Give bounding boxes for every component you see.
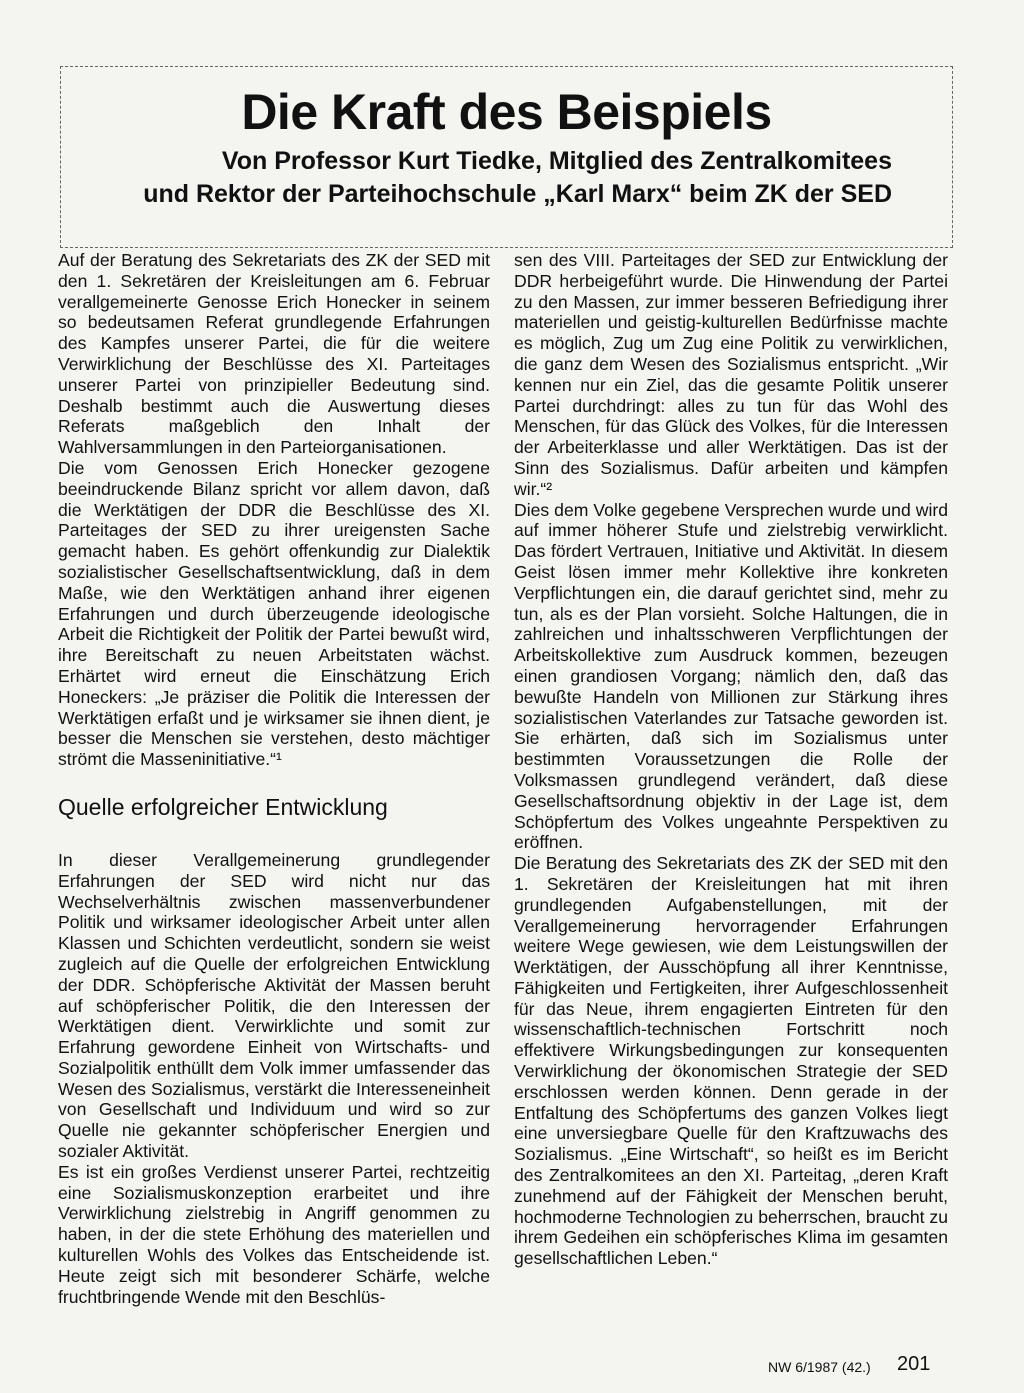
paragraph: Die Beratung des Sekretariats des ZK der SED mit den 1. Sekretären der Kreisleitungen hat mit ihren grundlegenden Aufgabenstellungen, mit der Verallgemeinerung hervorragender Erfahrungen weitere Wege gewiesen, wie dem Leistungswillen der Werktätigen, der Ausschöpfung all ihrer Kenntnisse, Fähigkeiten und Fertigkeiten, ihrer Aufgeschlossenheit für das Neue, ihrem engagierten Eintreten für den wissenschaftlich-technischen Fortschritt noch effektivere Wirkungsbedingungen zur konsequenten Verwirklichung der ökonomischen Strategie der SED erschlossen werden können. Denn gerade in der Entfaltung des Schöpfertums des ganzen Volkes liegt eine unversiegbare Quelle für den Kraftzuwachs des Sozialismus. „Eine Wirtschaft“, so heißt es im Bericht des Zentralkomitees an den XI. Parteitag, „deren Kraft zunehmend auf der Fähigkeit der Menschen beruht, hochmoderne Technologien zu beherrschen, braucht zu ihrem Gedeihen ein schöpferisches Klima im gesamten gesellschaftlichen Leben.“ bbox=[514, 853, 948, 1269]
paragraph: In dieser Verallgemeinerung grundlegender Erfahrungen der SED wird nicht nur das Wechselverhältnis zwischen massenverbundener Politik und wirksamer ideologischer Arbeit unter allen Klassen und Schichten verdeutlicht, sondern sie weist zugleich auf die Quelle der erfolgreichen Entwicklung der DDR. Schöpferische Aktivität der Massen beruht auf schöpferischer Politik, die den Interessen der Werktätigen dient. Verwirklichte und somit zur Erfahrung gewordene Einheit von Wirtschafts- und Sozialpolitik enthüllt dem Volk immer umfassender das Wesen des Sozialismus, verstärkt die Interesseneinheit von Gesellschaft und Individuum und wird so zur Quelle nie gekannter schöpferischer Energien und sozialer Aktivität. bbox=[58, 849, 490, 1162]
left-column bbox=[58, 250, 490, 1307]
issue-reference: NW 6/1987 (42.) bbox=[768, 1359, 871, 1375]
title-box bbox=[60, 66, 953, 248]
paragraph: sen des VIII. Parteitages der SED zur Entwicklung der DDR herbeigeführt wurde. Die Hinwendung der Partei zu den Massen, zur immer besseren Befriedigung ihrer materiellen und geistig-kulturellen Bedürfnisse machte es möglich, Zug um Zug eine Politik zu verwirklichen, die ganz dem Wesen des Sozialismus entspricht. „Wir kennen nur ein Ziel, das die gesamte Politik unserer Partei durchdringt: alles zu tun für das Wohl des Menschen, für das Glück des Volkes, für die Interessen der Arbeiterklasse und aller Werktätigen. Das ist der Sinn des Sozialismus. Dafür arbeiten und kämpfen wir.“² bbox=[514, 250, 948, 499]
paragraph: Dies dem Volke gegebene Versprechen wurde und wird auf immer höherer Stufe und zielstrebig verwirklicht. Das fördert Vertrauen, Initiative und Aktivität. In diesem Geist lösen immer mehr Kollektive ihre konkreten Verpflichtungen ein, die darauf gerichtet sind, mehr zu tun, als es der Plan vorsieht. Solche Haltungen, die in zahlreichen und inhaltsschweren Verpflichtungen der Arbeitskollektive zum Ausdruck kommen, bezeugen einen grandiosen Vorgang; nämlich den, daß das bewußte Handeln von Millionen zur Stärkung ihres sozialistischen Vaterlandes zur Tatsache geworden ist. Sie erhärten, daß sich im Sozialismus unter bestimmten Voraussetzungen die Rolle der Volksmassen grundlegend verändert, daß diese Gesellschaftsordnung objektiv in der Lage ist, dem Schöpfertum des Volkes ungeahnte Perspektiven zu eröffnen. bbox=[514, 499, 948, 853]
section-heading: Quelle erfolgreicher Entwicklung bbox=[58, 793, 388, 820]
paragraph: Es ist ein großes Verdienst unserer Partei, rechtzeitig eine Sozialismuskonzeption erarbeitet und ihre Verwirklichung zielstrebig in Angriff genommen zu haben, in der die stete Erhöhung des materiellen und kulturellen Wohls des Volkes das Entscheidende ist. Heute zeigt sich mit besonderer Schärfe, welche fruchtbringende Wende mit den Beschlüs- bbox=[58, 1161, 490, 1307]
paragraph: Die vom Genossen Erich Honecker gezogene beeindruckende Bilanz spricht vor allem davon, daß die Werktätigen der DDR die Beschlüsse des XI. Parteitages der SED zu ihrer ureigensten Sache gemacht haben. Es gehört offenkundig zur Dialektik sozialistischer Gesellschaftsentwicklung, daß in dem Maße, wie den Werktätigen anhand ihrer eigenen Erfahrungen und durch überzeugende ideologische Arbeit die Richtigkeit der Politik der Partei bewußt wird, ihre Bereitschaft zu neuen Arbeitstaten wächst. Erhärtet wird erneut die Einschätzung Erich Honeckers: „Je präziser die Politik die Interessen der Werktätigen erfaßt und je wirksamer sie ihnen dient, je besser die Menschen sie verstehen, desto mächtiger strömt die Masseninitiative.“¹ bbox=[58, 457, 490, 770]
right-column bbox=[514, 250, 948, 1269]
subtitle-line-2: und Rektor der Parteihochschule „Karl Marx“ beim ZK der SED bbox=[143, 180, 892, 208]
article-subtitle bbox=[101, 145, 892, 211]
page-number: 201 bbox=[897, 1353, 931, 1375]
paragraph: Auf der Beratung des Sekretariats des ZK der SED mit den 1. Sekretären der Kreisleitungen am 6. Februar verallgemeinerte Genosse Erich Honecker in seinem so bedeutsamen Referat grundlegende Erfahrungen des Kampfes unserer Partei, die für die weitere Verwirklichung der Beschlüsse des XI. Parteitages unserer Partei von prinzipieller Bedeutung sind. Deshalb bestimmt auch die Auswertung dieses Referats maßgeblich den Inhalt der Wahlversammlungen in den Parteiorganisationen. bbox=[58, 250, 490, 458]
article-title: Die Kraft des Beispiels bbox=[241, 84, 772, 140]
subtitle-line-1: Von Professor Kurt Tiedke, Mitglied des Zentralkomitees bbox=[221, 147, 892, 175]
